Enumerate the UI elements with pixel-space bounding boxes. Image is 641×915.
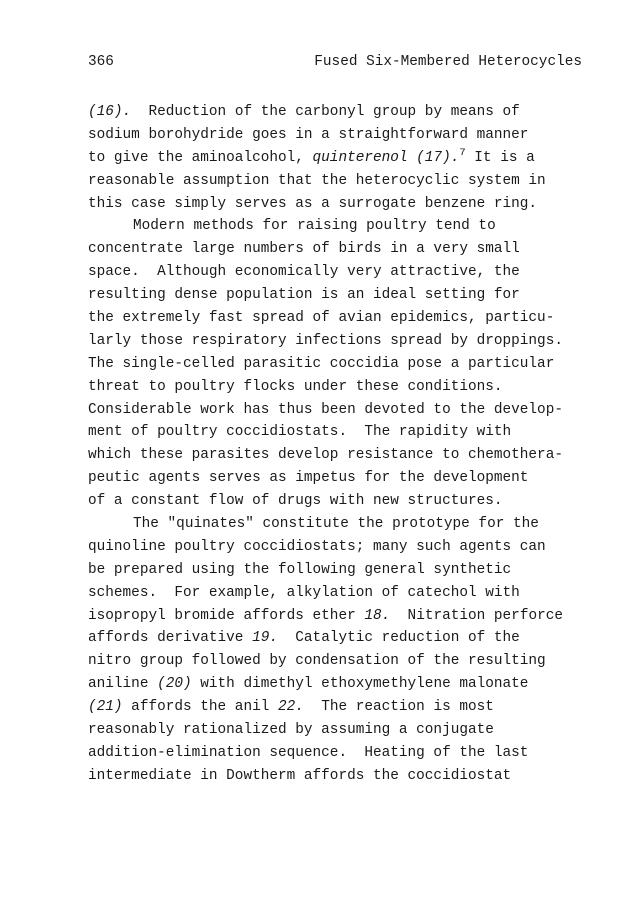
text-line: aniline (20) with dimethyl ethoxymethylene malonate	[88, 676, 529, 693]
compound-number: (21)	[88, 699, 123, 716]
text-line: nitro group followed by condensation of the resulting	[88, 653, 546, 670]
text-line: (21) affords the anil 22. The reaction is most	[88, 699, 494, 716]
text-line: reasonably rationalized by assuming a conjugate	[88, 722, 494, 739]
paragraph-start: Modern methods for raising poultry tend to	[133, 218, 496, 235]
text-line: affords derivative 19. Catalytic reduction of the	[88, 630, 520, 647]
text-line: Considerable work has thus been devoted to the develop-	[88, 401, 563, 418]
compound-number: (20)	[157, 676, 192, 693]
text-line: the extremely fast spread of avian epidemics, particu-	[88, 310, 555, 327]
text-line: sodium borohydride goes in a straightforward manner	[88, 126, 529, 143]
text-line: ment of poultry coccidiostats. The rapidity with	[88, 424, 512, 441]
text-line: schemes. For example, alkylation of catechol with	[88, 584, 520, 601]
text-line: reasonable assumption that the heterocyclic system in	[88, 172, 546, 189]
running-title: Fused Six-Membered Heterocycles	[314, 54, 582, 70]
text-line: larly those respiratory infections spread by droppings.	[88, 332, 563, 349]
text-line: resulting dense population is an ideal setting for	[88, 287, 520, 304]
footnote-ref: 7	[459, 146, 466, 159]
text-line: isopropyl bromide affords ether 18. Nitration perforce	[88, 607, 563, 624]
text-line: space. Although economically very attractive, the	[88, 264, 520, 281]
text-line: intermediate in Dowtherm affords the coccidiostat	[88, 767, 512, 784]
page-number: 366	[88, 54, 114, 70]
text-line: to give the aminoalcohol, quinterenol (17).$^7$ It is a	[88, 146, 535, 166]
paragraph-start: The "quinates" constitute the prototype for the	[133, 516, 539, 533]
text-line: this case simply serves as a surrogate benzene ring.	[88, 195, 538, 212]
text-line: threat to poultry flocks under these conditions.	[88, 378, 503, 395]
text-line: be prepared using the following general synthetic	[88, 561, 512, 578]
text-line: which these parasites develop resistance to chemothera-	[88, 447, 563, 464]
text-line: quinoline poultry coccidiostats; many such agents can	[88, 538, 546, 555]
text-line: The single-celled parasitic coccidia pose a particular	[88, 355, 555, 372]
text-line: concentrate large numbers of birds in a very small	[88, 241, 520, 258]
page-header	[88, 54, 582, 74]
text-line: of a constant flow of drugs with new structures.	[88, 493, 503, 510]
text-line: addition-elimination sequence. Heating of the last	[88, 744, 529, 761]
text-line: peutic agents serves as impetus for the development	[88, 470, 529, 487]
body-text	[88, 101, 608, 788]
compound-number: 22.	[278, 699, 304, 716]
text-line: (16). Reduction of the carbonyl group by means of	[88, 104, 520, 120]
compound-number: 19.	[252, 630, 279, 647]
compound-number: 18.	[364, 607, 391, 624]
compound-name: quinterenol (17).	[312, 149, 460, 166]
